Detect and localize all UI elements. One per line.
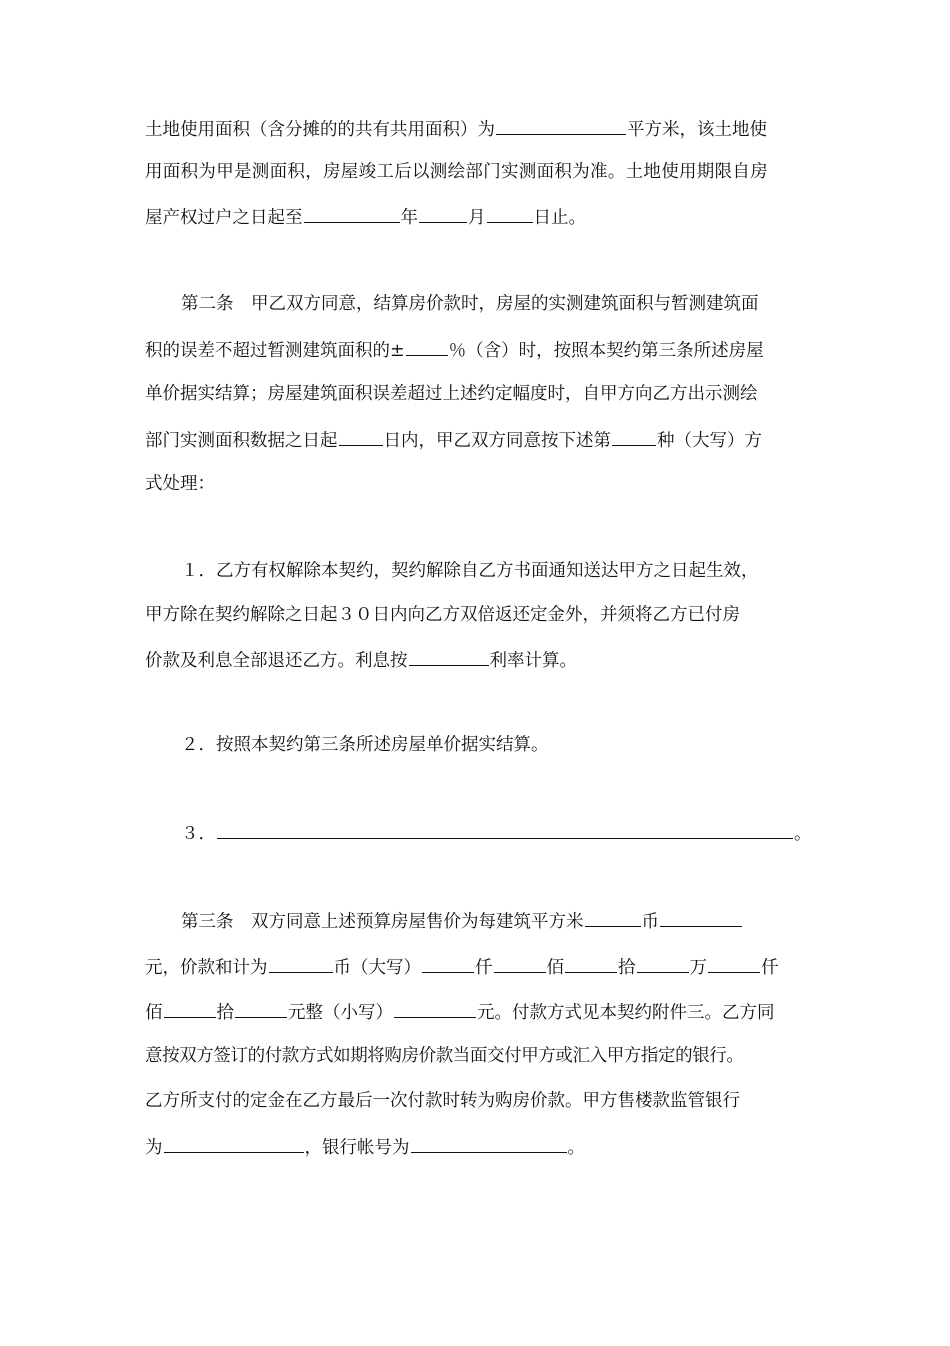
qian-wan-blank[interactable] (422, 952, 474, 973)
land-area-blank[interactable] (496, 114, 626, 135)
article-3-text-4: 意按双方签订的付款方式如期将购房价款当面交付甲方或汇入甲方指定的银行。 (145, 1046, 744, 1066)
land-text-2: 用面积为甲是测面积，房屋竣工后以测绘部门实测面积为准。土地使用期限自房 (145, 162, 768, 182)
item-1-line-2 (145, 601, 805, 629)
article-3-text-5: 乙方所支付的定金在乙方最后一次付款时转为购房价款。甲方售楼款监管银行 (145, 1091, 740, 1111)
land-text-3c: 月 (468, 208, 486, 228)
article-3-line-1 (145, 906, 805, 934)
article-2-text-4a: 部门实测面积数据之日起 (145, 431, 338, 451)
currency-blank[interactable] (585, 906, 641, 927)
article-3-text-3d: 元。付款方式见本契约附件三。乙方同 (477, 1003, 775, 1023)
item-2-text-1: ２．按照本契约第三条所述房屋单价据实结算。 (181, 735, 549, 755)
land-text-3d: 日止。 (533, 208, 586, 228)
bai-blank[interactable] (164, 997, 216, 1018)
article-3-line-6 (145, 1132, 805, 1160)
article-2-text-4c: 种（大写）方 (657, 431, 762, 451)
item-1-text-3b: 利率计算。 (489, 651, 577, 671)
article-3-line-3 (145, 997, 805, 1025)
article-3-text-2g: 仟 (761, 958, 779, 978)
article-3-text-2f: 万 (689, 958, 707, 978)
land-term-month-blank[interactable] (419, 202, 467, 223)
article-2-text-2a: 积的误差不超过暂测建筑面积的± (145, 341, 405, 361)
wan-blank[interactable] (637, 952, 689, 973)
article-3-text-6c: 。 (567, 1138, 585, 1158)
bai-wan-blank[interactable] (494, 952, 546, 973)
land-term-day-blank[interactable] (487, 202, 533, 223)
bank-name-blank[interactable] (164, 1132, 304, 1153)
article-2-text-1: 第二条 甲乙双方同意，结算房价款时，房屋的实测建筑面积与暂测建筑面 (181, 294, 759, 314)
item-3-blank[interactable] (217, 818, 793, 839)
article-3-text-1b: 币 (641, 912, 659, 932)
article-3-line-5 (145, 1087, 805, 1115)
item-3-line-1 (145, 818, 812, 846)
article-2-line-4 (145, 425, 805, 453)
option-number-blank[interactable] (612, 425, 656, 446)
article-2-text-3: 单价据实结算；房屋建筑面积误差超过上述约定幅度时，自甲方向乙方出示测绘 (145, 384, 758, 404)
article-3-line-2 (145, 952, 805, 980)
land-text-3b: 年 (400, 208, 418, 228)
land-paragraph-line-3 (145, 202, 805, 230)
article-3-line-4 (145, 1042, 805, 1070)
unit-price-blank[interactable] (660, 906, 742, 927)
article-2-text-4b: 日内，甲乙双方同意按下述第 (383, 431, 611, 451)
shi-wan-blank[interactable] (565, 952, 617, 973)
land-text-1b: 平方米，该土地使 (627, 120, 767, 140)
qian-blank[interactable] (708, 952, 760, 973)
land-text-3a: 屋产权过户之日起至 (145, 208, 303, 228)
article-3-text-2d: 佰 (546, 958, 564, 978)
days-blank[interactable] (339, 425, 383, 446)
land-text-1a: 土地使用面积（含分摊的的共有共用面积）为 (145, 120, 495, 140)
bank-account-blank[interactable] (411, 1132, 567, 1153)
shi-blank[interactable] (235, 997, 287, 1018)
item-3-label: ３． (181, 824, 216, 844)
article-2-line-3 (145, 380, 805, 408)
article-3-text-2b: 币（大写） (333, 958, 421, 978)
article-3-text-2a: 元，价款和计为 (145, 958, 268, 978)
interest-rate-blank[interactable] (409, 645, 489, 666)
total-currency-blank[interactable] (269, 952, 333, 973)
land-term-year-blank[interactable] (304, 202, 400, 223)
item-1-text-2: 甲方除在契约解除之日起３０日内向乙方双倍返还定金外，并须将乙方已付房 (145, 605, 740, 625)
article-3-text-2c: 仟 (475, 958, 493, 978)
area-error-percent-blank[interactable] (406, 335, 448, 356)
item-1-text-1: １．乙方有权解除本契约，契约解除自乙方书面通知送达甲方之日起生效， (181, 561, 759, 581)
article-3-text-3a: 佰 (145, 1003, 163, 1023)
item-1-line-3 (145, 645, 805, 673)
land-paragraph-line-2 (145, 158, 805, 186)
total-numeric-blank[interactable] (394, 997, 476, 1018)
article-2-line-2 (145, 335, 805, 363)
article-3-text-6a: 为 (145, 1138, 163, 1158)
article-2-text-2b: ％（含）时，按照本契约第三条所述房屋 (448, 341, 764, 361)
article-3-text-6b: ，银行帐号为 (304, 1138, 410, 1158)
article-3-text-3c: 元整（小写） (288, 1003, 393, 1023)
item-2-line-1 (145, 731, 805, 759)
item-3-end: 。 (794, 824, 812, 844)
item-1-text-3a: 价款及利息全部退还乙方。利息按 (145, 651, 408, 671)
article-3-text-2e: 拾 (618, 958, 636, 978)
article-3-text-1a: 第三条 双方同意上述预算房屋售价为每建筑平方米 (181, 912, 584, 932)
land-paragraph-line-1 (145, 114, 805, 142)
article-2-text-5: 式处理： (145, 474, 215, 494)
article-2-line-1 (145, 290, 805, 318)
article-3-text-3b: 拾 (216, 1003, 234, 1023)
item-1-line-1 (145, 557, 805, 585)
article-2-line-5 (145, 470, 805, 498)
